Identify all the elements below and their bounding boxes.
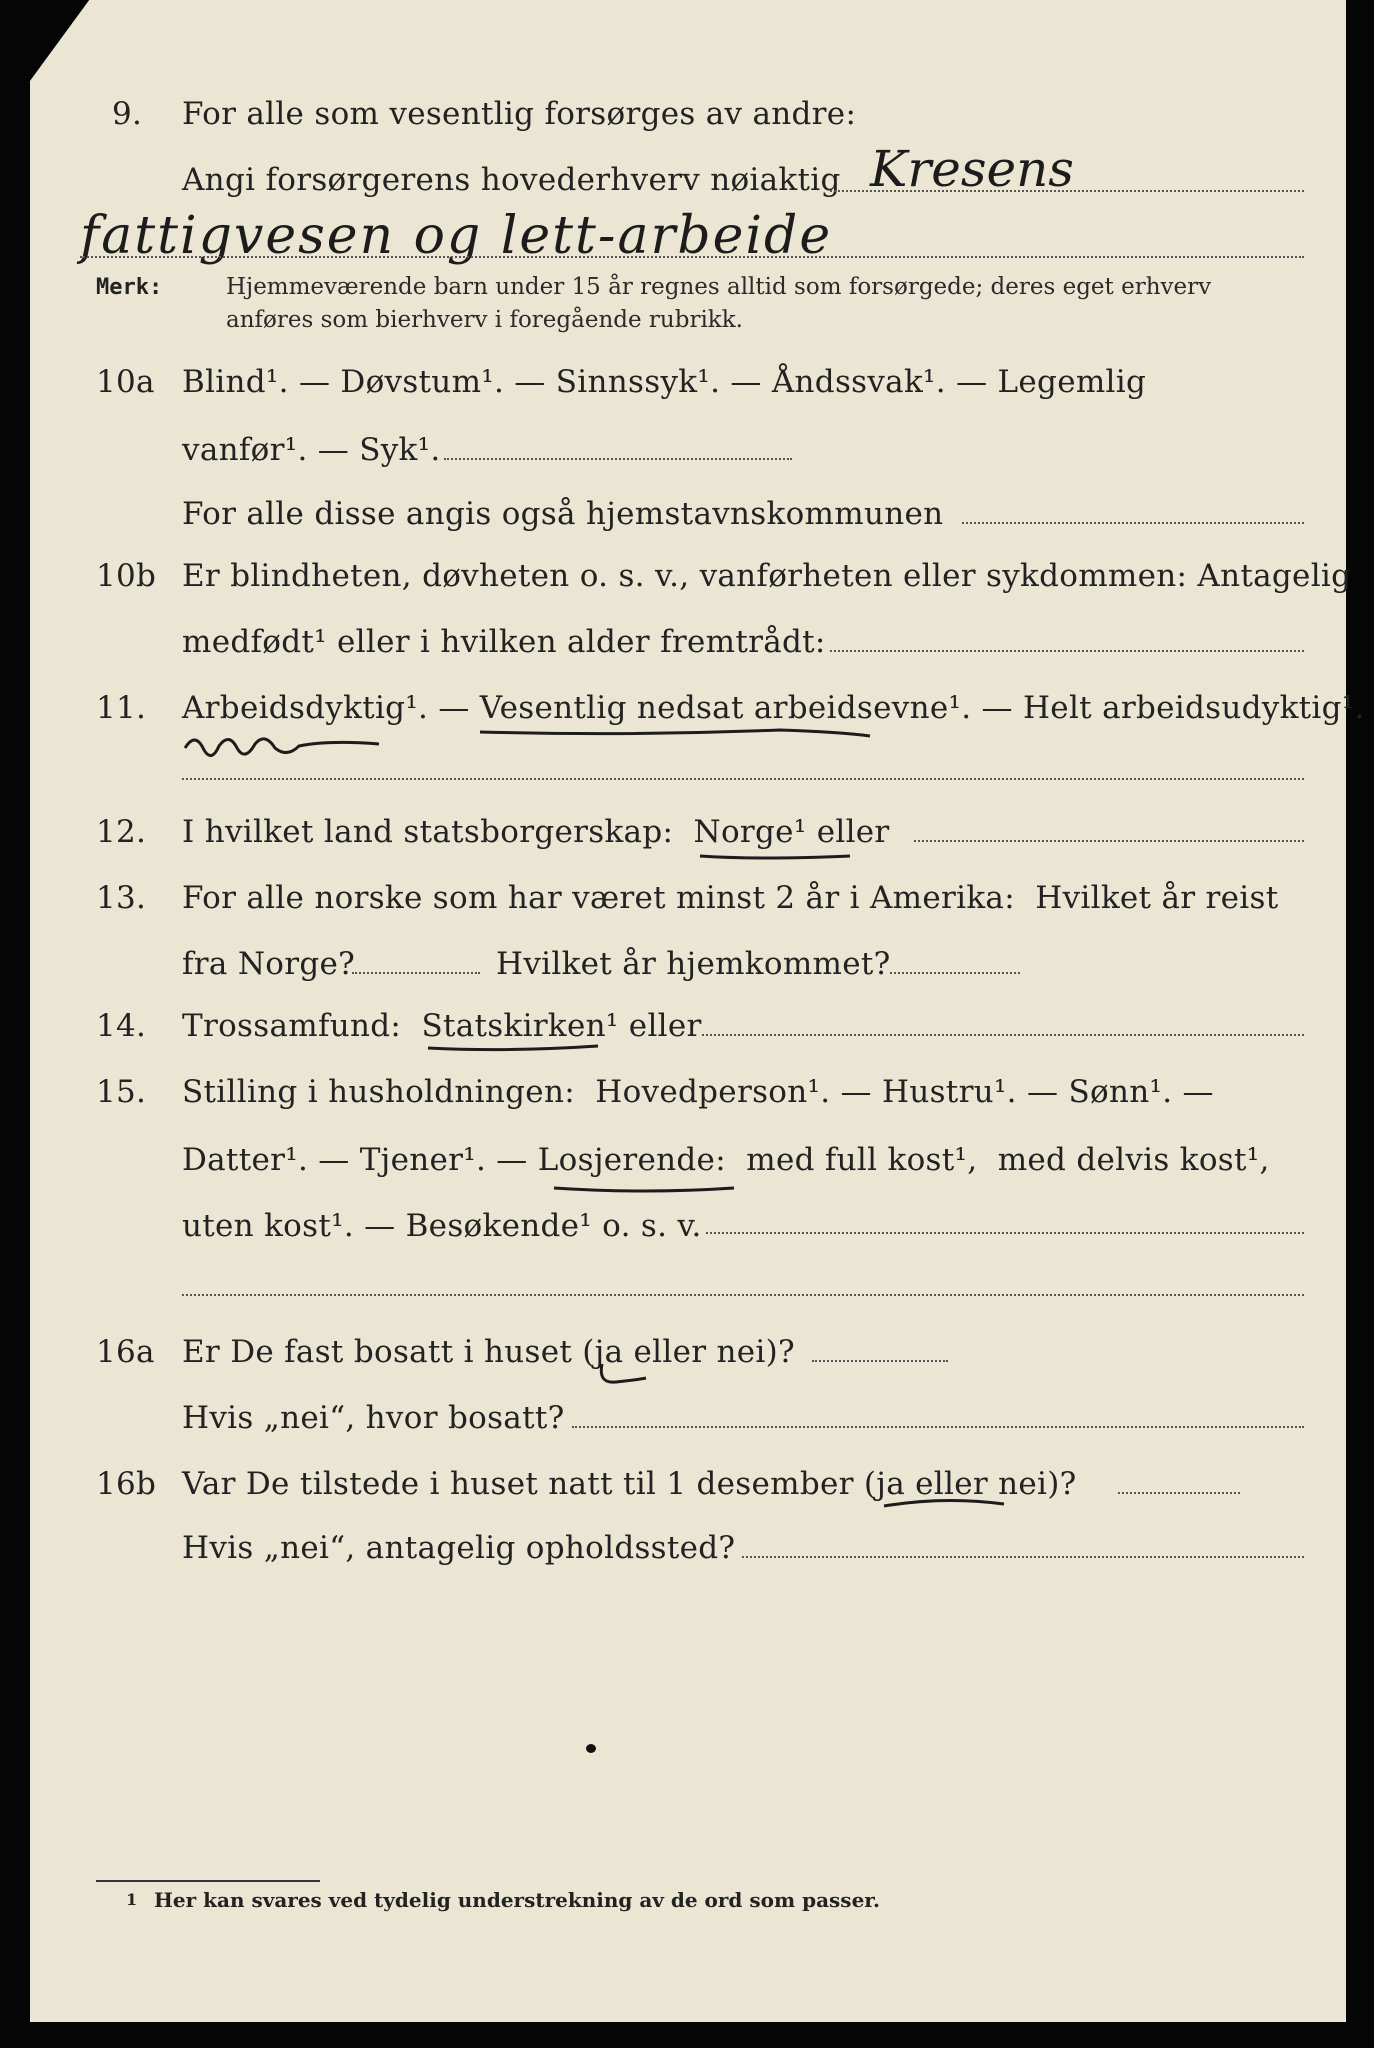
merk-line2: anføres som bierhverv i foregående rubrikk. (226, 307, 743, 333)
q9-answer-line-2 (80, 256, 1304, 258)
q16b-opholdssted-line (742, 1556, 1304, 1558)
q16a-line1: Er De fast bosatt i huset (ja eller nei)? (182, 1334, 795, 1370)
ink-spot (586, 1744, 596, 1753)
q10a-line2: vanfør¹. — Syk¹. (182, 432, 441, 468)
q13-number: 13. (96, 880, 147, 916)
q13-hjemkommet-line (890, 972, 1020, 974)
q16a-handwritten-underline (596, 1360, 656, 1390)
q13-reist-line (352, 972, 480, 974)
q16b-handwritten-underline (880, 1496, 1020, 1516)
q9-line2: Angi forsørgerens hovederhverv nøiaktig (182, 162, 841, 198)
q15-line1: Stilling i husholdningen: Hovedperson¹. — Hustru¹. — Sønn¹. — (182, 1074, 1214, 1110)
q14-answer-line (702, 1034, 1304, 1036)
q16a-bosatt-line (572, 1426, 1304, 1428)
q10b-answer-line (830, 650, 1304, 652)
q16a-number: 16a (96, 1334, 155, 1370)
q12-number: 12. (96, 814, 147, 850)
q10a-hjemstavn-line (962, 522, 1304, 524)
q15-answer-line (706, 1232, 1304, 1234)
q9-line1: For alle som vesentlig forsørges av andre: (182, 96, 857, 132)
q15-handwritten-underline (548, 1180, 748, 1200)
q12-answer-line (914, 840, 1304, 842)
q16b-line2: Hvis „nei“, antagelig opholdssted? (182, 1530, 736, 1566)
q11-line1: Arbeidsdyktig¹. — Vesentlig nedsat arbeidsevne¹. — Helt arbeidsudyktig¹. (182, 690, 1365, 726)
q10a-answer-line (444, 458, 792, 460)
q16a-answer-line (812, 1360, 948, 1362)
q15-line3: uten kost¹. — Besøkende¹ o. s. v. (182, 1208, 702, 1244)
q16a-line2: Hvis „nei“, hvor bosatt? (182, 1400, 565, 1436)
q10b-line2: medfødt¹ eller i hvilken alder fremtrådt: (182, 624, 826, 660)
q16b-line1: Var De tilstede i huset natt til 1 desember (ja eller nei)? (182, 1466, 1077, 1502)
merk-label: Merk: (96, 275, 163, 300)
footnote-text: Her kan svares ved tydelig understrekning av de ord som passer. (154, 1888, 880, 1912)
q9-number: 9. (112, 96, 143, 132)
q12-handwritten-underline (690, 850, 870, 870)
q15-number: 15. (96, 1074, 147, 1110)
q12-line1: I hvilket land statsborgerskap: Norge¹ eller (182, 814, 890, 850)
q10b-line1: Er blindheten, døvheten o. s. v., vanførheten eller sykdommen: Antagelig (182, 558, 1352, 594)
q9-handwritten-answer-a: Kresens (870, 140, 1074, 198)
q9-handwritten-answer-b: fattigvesen og lett-arbeide (80, 206, 833, 266)
q14-line1: Trossamfund: Statskirken¹ eller (182, 1008, 702, 1044)
q13-line2a: fra Norge? (182, 946, 356, 982)
q15-answer-line-2 (182, 1294, 1304, 1296)
q10a-line3: For alle disse angis også hjemstavnskommunen (182, 496, 944, 532)
merk-line1: Hjemmeværende barn under 15 år regnes alltid som forsørgede; deres eget erhverv (226, 274, 1212, 300)
footnote-rule (96, 1880, 320, 1882)
q14-handwritten-underline (420, 1040, 620, 1060)
q14-number: 14. (96, 1008, 147, 1044)
q13-line2b: Hvilket år hjemkommet? (496, 946, 891, 982)
q10a-number: 10a (96, 364, 155, 400)
q10b-number: 10b (96, 558, 157, 594)
q10a-line1: Blind¹. — Døvstum¹. — Sinnssyk¹. — Åndssvak¹. — Legemlig (182, 364, 1147, 400)
q13-line1: For alle norske som har været minst 2 år i Amerika: Hvilket år reist (182, 880, 1279, 916)
q11-number: 11. (96, 690, 147, 726)
q11-answer-line (182, 778, 1304, 780)
q15-line2: Datter¹. — Tjener¹. — Losjerende: med full kost¹, med delvis kost¹, (182, 1142, 1270, 1178)
footnote-mark: 1 (126, 1890, 138, 1909)
q11-handwritten-underline (170, 720, 930, 780)
q16b-number: 16b (96, 1466, 157, 1502)
q16b-answer-line (1118, 1492, 1240, 1494)
